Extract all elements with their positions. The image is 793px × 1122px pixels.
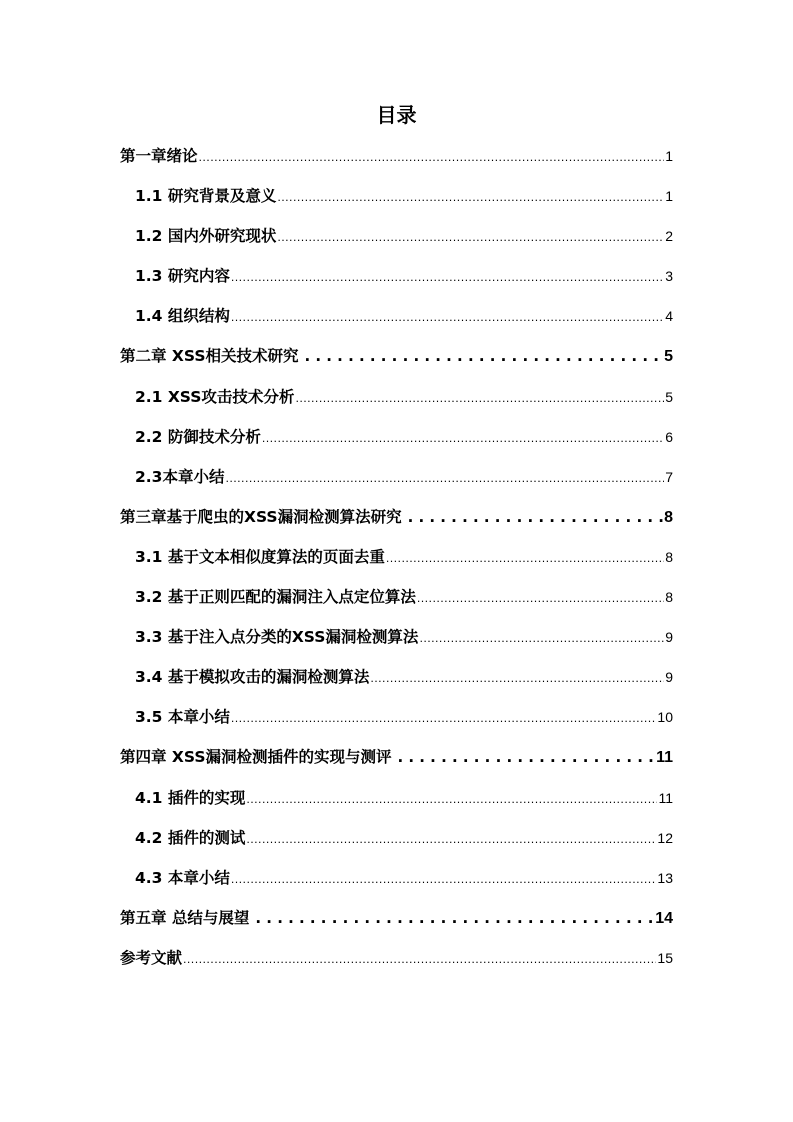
toc-entry-page: 8 — [664, 508, 673, 526]
toc-entry[interactable] — [120, 823, 673, 863]
toc-entry-label: 1.2 国内外研究现状 — [135, 227, 277, 246]
toc-entry-label: 2.1 XSS攻击技术分析 — [135, 387, 295, 406]
toc-entry-label: 4.3 本章小结 — [135, 868, 230, 887]
toc-entry-page: 4 — [665, 308, 673, 325]
dot-leader — [370, 664, 664, 694]
toc-entry-page: 6 — [665, 428, 673, 445]
toc-entry[interactable] — [120, 141, 673, 181]
toc-entry-page: 8 — [665, 548, 673, 565]
toc-entry-page: 1 — [665, 148, 673, 164]
dot-leader — [295, 384, 664, 414]
dot-leader — [231, 263, 664, 293]
toc-entry[interactable] — [120, 422, 673, 462]
toc-entry-page: 2 — [665, 228, 673, 245]
toc-entry-label: 2.2 防御技术分析 — [135, 427, 261, 446]
toc-entry-label: 第四章 XSS漏洞检测插件的实现与测评 — [120, 748, 392, 767]
toc-entry-label: 3.2 基于正则匹配的漏洞注入点定位算法 — [135, 588, 416, 607]
dot-leader — [246, 785, 657, 815]
dot-leader — [277, 223, 664, 253]
toc-entry-page: 5 — [664, 348, 673, 366]
toc-entry-page: 9 — [665, 629, 673, 646]
dot-leader — [417, 584, 664, 614]
toc-entry-page: 3 — [665, 268, 673, 285]
toc-entry-label: 4.1 插件的实现 — [135, 788, 246, 807]
dot-leader — [262, 424, 664, 454]
toc-entry[interactable] — [120, 382, 673, 422]
toc-entry[interactable] — [120, 221, 673, 261]
toc-entry-page: 1 — [665, 188, 673, 205]
toc-entry-label: 1.4 组织结构 — [135, 307, 230, 326]
toc-entry[interactable] — [120, 622, 673, 662]
toc-entry-label: 第二章 XSS相关技术研究 — [120, 347, 299, 366]
toc-entry-page: 7 — [665, 468, 673, 485]
toc-entry[interactable] — [120, 181, 673, 221]
toc-entry-label: 参考文献 — [120, 948, 183, 967]
toc-entry[interactable] — [120, 702, 673, 742]
toc-entry-label: 4.2 插件的测试 — [135, 828, 246, 847]
table-of-contents — [120, 141, 673, 983]
toc-entry[interactable] — [120, 502, 673, 542]
toc-entry-page: 14 — [655, 909, 673, 927]
toc-entry-page: 8 — [665, 589, 673, 606]
toc-entry-page: 11 — [656, 749, 673, 767]
toc-entry-label: 2.3本章小结 — [135, 467, 225, 486]
dot-leader — [225, 464, 664, 494]
dot-leader — [419, 624, 664, 654]
toc-entry-page: 12 — [657, 829, 673, 846]
toc-entry[interactable] — [120, 783, 673, 823]
toc-entry-page: 5 — [665, 388, 673, 405]
dot-leader — [246, 825, 656, 855]
toc-entry-label: 3.3 基于注入点分类的XSS漏洞检测算法 — [135, 628, 419, 647]
dot-leader — [386, 544, 664, 574]
dot-leader — [304, 341, 663, 371]
toc-entry-label: 第一章绪论 — [120, 147, 198, 165]
toc-entry[interactable] — [120, 341, 673, 381]
toc-entry[interactable] — [120, 462, 673, 502]
dot-leader — [199, 143, 665, 173]
dot-leader — [231, 865, 657, 895]
toc-title: 目录 — [376, 103, 417, 127]
dot-leader — [231, 704, 657, 734]
toc-entry[interactable] — [120, 903, 673, 943]
toc-entry-label: 第三章基于爬虫的XSS漏洞检测算法研究 — [120, 507, 402, 526]
dot-leader — [183, 945, 656, 975]
dot-leader — [397, 742, 655, 772]
dot-leader — [231, 303, 664, 333]
toc-entry-page: 13 — [657, 869, 673, 886]
toc-entry[interactable] — [120, 943, 673, 983]
toc-entry-label: 第五章 总结与展望 — [120, 908, 250, 927]
toc-entry[interactable] — [120, 542, 673, 582]
toc-entry-label: 1.3 研究内容 — [135, 267, 230, 286]
toc-entry-label: 3.1 基于文本相似度算法的页面去重 — [135, 547, 385, 566]
toc-entry-label: 3.5 本章小结 — [135, 708, 230, 727]
toc-entry[interactable] — [120, 863, 673, 903]
dot-leader — [277, 183, 664, 213]
toc-entry-page: 9 — [665, 669, 673, 686]
dot-leader — [408, 502, 664, 532]
toc-entry-page: 10 — [657, 709, 673, 726]
toc-entry-label: 3.4 基于模拟攻击的漏洞检测算法 — [135, 668, 370, 687]
toc-entry[interactable] — [120, 582, 673, 622]
toc-entry[interactable] — [120, 742, 673, 782]
toc-entry[interactable] — [120, 301, 673, 341]
toc-entry-page: 11 — [658, 789, 673, 806]
toc-entry[interactable] — [120, 261, 673, 301]
dot-leader — [255, 903, 654, 933]
toc-entry[interactable] — [120, 662, 673, 702]
toc-entry-label: 1.1 研究背景及意义 — [135, 187, 277, 206]
toc-entry-page: 15 — [657, 949, 673, 966]
